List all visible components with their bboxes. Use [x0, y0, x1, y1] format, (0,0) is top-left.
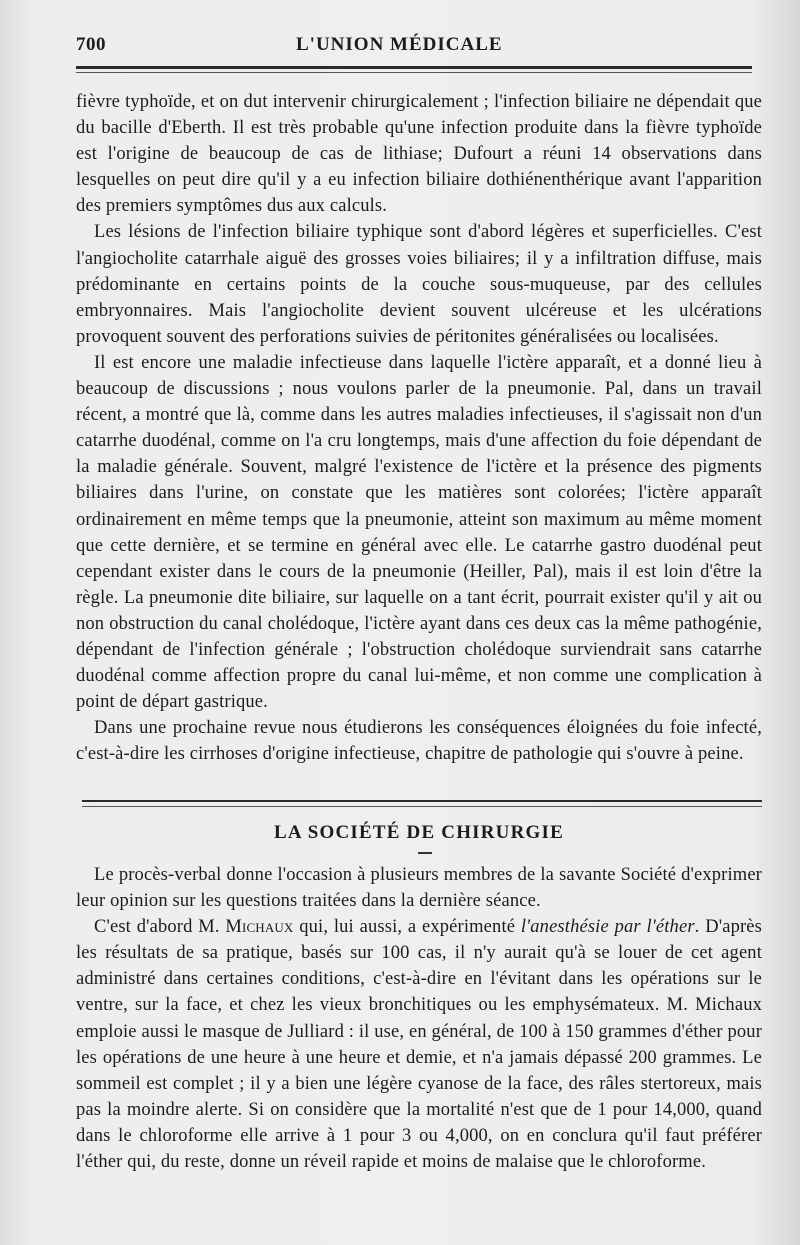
- header-rule-thin: [76, 72, 752, 73]
- paragraph: Les lésions de l'infection biliaire typhique sont d'abord légères et superficielles. C'est l'angiocholite catarrhale aiguë des grosses voies biliaires; il y a infiltration diffuse, mais prédominante en certains points de la couche sous-muqueuse, par des cellules embryonnaires. Mais l'angiocholite devient souvent ulcéreuse et les ulcérations provoquent souvent des perforations suivies de péritonites généralisées ou localisées.: [76, 222, 762, 347]
- header-rule: [76, 66, 752, 69]
- text-run: C'est d'abord M.: [94, 917, 226, 938]
- society-report: [76, 862, 762, 1175]
- italic-term: l'anesthésie par l'éther: [520, 917, 695, 938]
- heading-dash: [418, 852, 432, 854]
- paragraph: fièvre typhoïde, et on dut intervenir chirurgicalement ; l'infection biliaire ne dépendait que du bacille d'Eberth. Il est très probable qu'une infection produite dans la fièvre typhoïde est l'origine de beaucoup de cas de lithiase; Dufourt a réuni 14 observations dans lesquelles on peut dire qu'il y a eu infection biliaire dothiénenthérique avant l'apparition des premiers symptômes dus aux calculs.: [76, 92, 762, 217]
- text-run: qui, lui aussi, a expérimenté: [293, 917, 521, 938]
- page-number: 700: [76, 34, 106, 55]
- page-header: [76, 30, 756, 60]
- paragraph: Il est encore une maladie infectieuse dans laquelle l'ictère apparaît, et a donné lieu à beaucoup de discussions ; nous voulons parler de la pneumonie. Pal, dans un travail récent, a montré que là, comme dans les autres maladies infectieuses, il s'agissait non d'un catarrhe duodénal, comme on l'a cru longtemps, mais d'une affection du foie dépendant de la maladie générale. Souvent, malgré l'existence de l'ictère et la présence des pigments biliaires dans l'urine, on constate que les matières sont colorées; l'ictère apparaît ordinairement en même temps que la pneumonie, atteint son maximum au même moment que cette dernière, et se termine en général avec elle. Le catarrhe gastro duodénal peut cependant exister dans le cours de la pneumonie (Heiller, Pal), mais il est loin d'être la règle. La pneumonie dite biliaire, sur laquelle on a tant écrit, pourrait exister qu'il y ait ou non obstruction du canal cholédoque, l'ictère ayant dans ces deux cas la même pathogénie, dépendant de l'infection générale ; l'obstruction cholédoque surviendrait sans catarrhe duodénal comme affection propre du canal lui-même, et non comme une complication à point de départ gastrique.: [76, 352, 762, 713]
- paragraph: Le procès-verbal donne l'occasion à plusieurs membres de la savante Société d'exprimer leur opinion sur les questions traitées dans la dernière séance.: [76, 865, 762, 912]
- section-divider-thin: [82, 806, 762, 807]
- paragraph: [76, 914, 762, 1175]
- text-run: . D'après les résultats de sa pratique, basés sur 100 cas, il n'y aurait qu'à se louer de cet agent administré dans certaines conditions, c'est-à-dire en l'évitant dans les opérations sur le ventre, sur la face, et chez les vieux bronchitiques ou les emphysémateux. M. Michaux emploie aussi le masque de Julliard : il use, en général, de 100 à 150 grammes d'éther pour les opérations de une heure à une heure et demie, et n'a jamais dépassé 200 grammes. Le sommeil est complet ; il y a bien une légère cyanose de la face, des râles stertoreux, mais pas la moindre alerte. Si on considère que la mortalité n'est que de 1 pour 14,000, quand dans le chloroforme elle arrive à 1 pour 3 ou 4,000, on en conclura qu'il faut préférer l'éther qui, du reste, donne un réveil rapide et moins de malaise que le chloroforme.: [76, 917, 762, 1173]
- section-divider: [82, 800, 762, 802]
- author-name: Michaux: [225, 917, 294, 938]
- journal-title: L'UNION MÉDICALE: [296, 34, 503, 55]
- section-heading: LA SOCIÉTÉ DE CHIRURGIE: [274, 822, 564, 843]
- article-continuation: [76, 89, 762, 767]
- paragraph: Dans une prochaine revue nous étudierons les conséquences éloignées du foie infecté, c'est-à-dire les cirrhoses d'origine infectieuse, chapitre de pathologie qui s'ouvre à peine.: [76, 718, 762, 765]
